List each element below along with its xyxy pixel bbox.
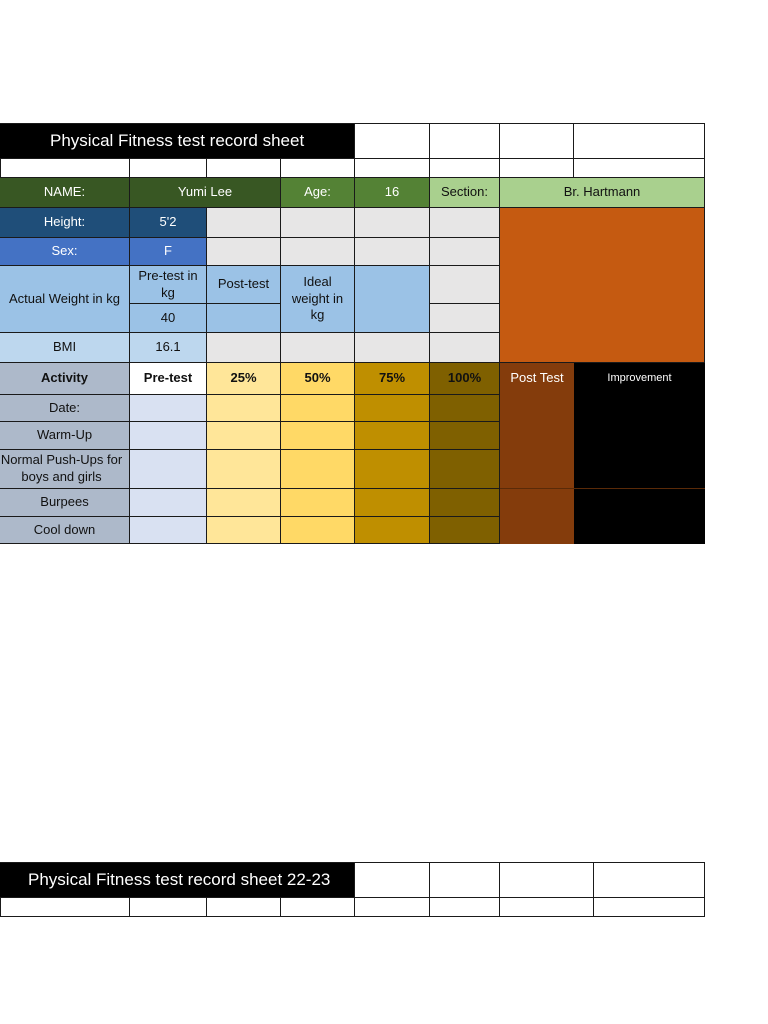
cell[interactable] <box>430 333 500 363</box>
cell[interactable] <box>500 159 574 178</box>
cell[interactable] <box>594 898 705 917</box>
cell[interactable] <box>355 395 430 422</box>
post-test-header: Post Test <box>510 369 564 385</box>
cell[interactable] <box>430 123 500 159</box>
ideal-weight-value[interactable] <box>355 266 430 333</box>
weight-label: Actual Weight in kg <box>0 266 130 333</box>
p100-header: 100% <box>430 363 500 395</box>
cell[interactable] <box>430 489 500 517</box>
cell[interactable] <box>281 159 355 178</box>
cell[interactable] <box>207 159 281 178</box>
sheet-title: Physical Fitness test record sheet <box>0 123 355 159</box>
cell[interactable] <box>500 862 594 898</box>
cell[interactable] <box>355 422 430 450</box>
cell[interactable] <box>355 450 430 489</box>
activity-label: Date: <box>0 395 130 422</box>
height-label: Height: <box>0 208 130 238</box>
cell[interactable] <box>355 159 430 178</box>
cell[interactable] <box>281 898 355 917</box>
sex-label: Sex: <box>0 238 130 266</box>
p50-header: 50% <box>281 363 355 395</box>
sheet-title-2: Physical Fitness test record sheet 22-23 <box>0 862 355 898</box>
activity-label: Burpees <box>0 489 130 517</box>
cell[interactable] <box>207 450 281 489</box>
cell[interactable] <box>430 450 500 489</box>
cell[interactable] <box>355 898 430 917</box>
cell[interactable] <box>281 489 355 517</box>
cell[interactable] <box>130 450 207 489</box>
cell[interactable] <box>281 238 355 266</box>
cell[interactable] <box>430 208 500 238</box>
posttest-label: Post-test <box>207 266 281 304</box>
name-label: NAME: <box>0 178 130 208</box>
cell[interactable] <box>207 489 281 517</box>
p75-header: 75% <box>355 363 430 395</box>
name-value[interactable]: Yumi Lee <box>130 178 281 208</box>
cell[interactable] <box>500 898 594 917</box>
cell[interactable] <box>430 862 500 898</box>
photo-box[interactable] <box>500 208 705 363</box>
cell[interactable] <box>281 422 355 450</box>
cell[interactable] <box>355 517 430 544</box>
cell[interactable] <box>130 422 207 450</box>
cell[interactable] <box>281 517 355 544</box>
cell[interactable] <box>430 395 500 422</box>
cell[interactable] <box>430 159 500 178</box>
cell[interactable] <box>355 208 430 238</box>
cell[interactable] <box>0 159 130 178</box>
cell[interactable] <box>207 333 281 363</box>
pretest-kg-label: Pre-test in kg <box>130 266 207 304</box>
cell[interactable] <box>430 266 500 304</box>
section-label: Section: <box>430 178 500 208</box>
cell[interactable] <box>430 898 500 917</box>
cell[interactable] <box>355 862 430 898</box>
section-value[interactable]: Br. Hartmann <box>500 178 705 208</box>
cell[interactable] <box>207 422 281 450</box>
bmi-label: BMI <box>0 333 130 363</box>
cell[interactable] <box>355 123 430 159</box>
bmi-value[interactable]: 16.1 <box>130 333 207 363</box>
cell[interactable] <box>430 238 500 266</box>
cell[interactable] <box>574 159 705 178</box>
cell[interactable] <box>594 862 705 898</box>
cell[interactable] <box>130 395 207 422</box>
activity-label: Warm-Up <box>0 422 130 450</box>
cell[interactable] <box>500 123 574 159</box>
cell[interactable] <box>130 159 207 178</box>
cell[interactable] <box>207 208 281 238</box>
height-value[interactable]: 5'2 <box>130 208 207 238</box>
activity-label: Cool down <box>0 517 130 544</box>
ideal-weight-label: Ideal weight in kg <box>281 266 355 333</box>
p25-header: 25% <box>207 363 281 395</box>
cell[interactable] <box>0 898 130 917</box>
divider <box>500 488 705 489</box>
cell[interactable] <box>281 395 355 422</box>
cell[interactable] <box>430 422 500 450</box>
cell[interactable] <box>281 208 355 238</box>
activity-label: Normal Push-Ups for boys and girls <box>0 450 130 489</box>
cell[interactable] <box>130 898 207 917</box>
cell[interactable] <box>207 238 281 266</box>
sex-value[interactable]: F <box>130 238 207 266</box>
pretest-header: Pre-test <box>130 363 207 395</box>
cell[interactable] <box>130 517 207 544</box>
activity-header: Activity <box>0 363 130 395</box>
cell[interactable] <box>355 333 430 363</box>
cell[interactable] <box>355 238 430 266</box>
age-value[interactable]: 16 <box>355 178 430 208</box>
age-label: Age: <box>281 178 355 208</box>
cell[interactable] <box>207 517 281 544</box>
cell[interactable] <box>430 304 500 333</box>
cell[interactable] <box>574 123 705 159</box>
cell[interactable] <box>130 489 207 517</box>
pretest-kg-value[interactable]: 40 <box>130 304 207 333</box>
posttest-value[interactable] <box>207 304 281 333</box>
cell[interactable] <box>207 898 281 917</box>
cell[interactable] <box>207 395 281 422</box>
cell[interactable] <box>281 450 355 489</box>
improvement-header: Improvement <box>607 371 672 384</box>
cell[interactable] <box>430 517 500 544</box>
cell[interactable] <box>281 333 355 363</box>
cell[interactable] <box>355 489 430 517</box>
